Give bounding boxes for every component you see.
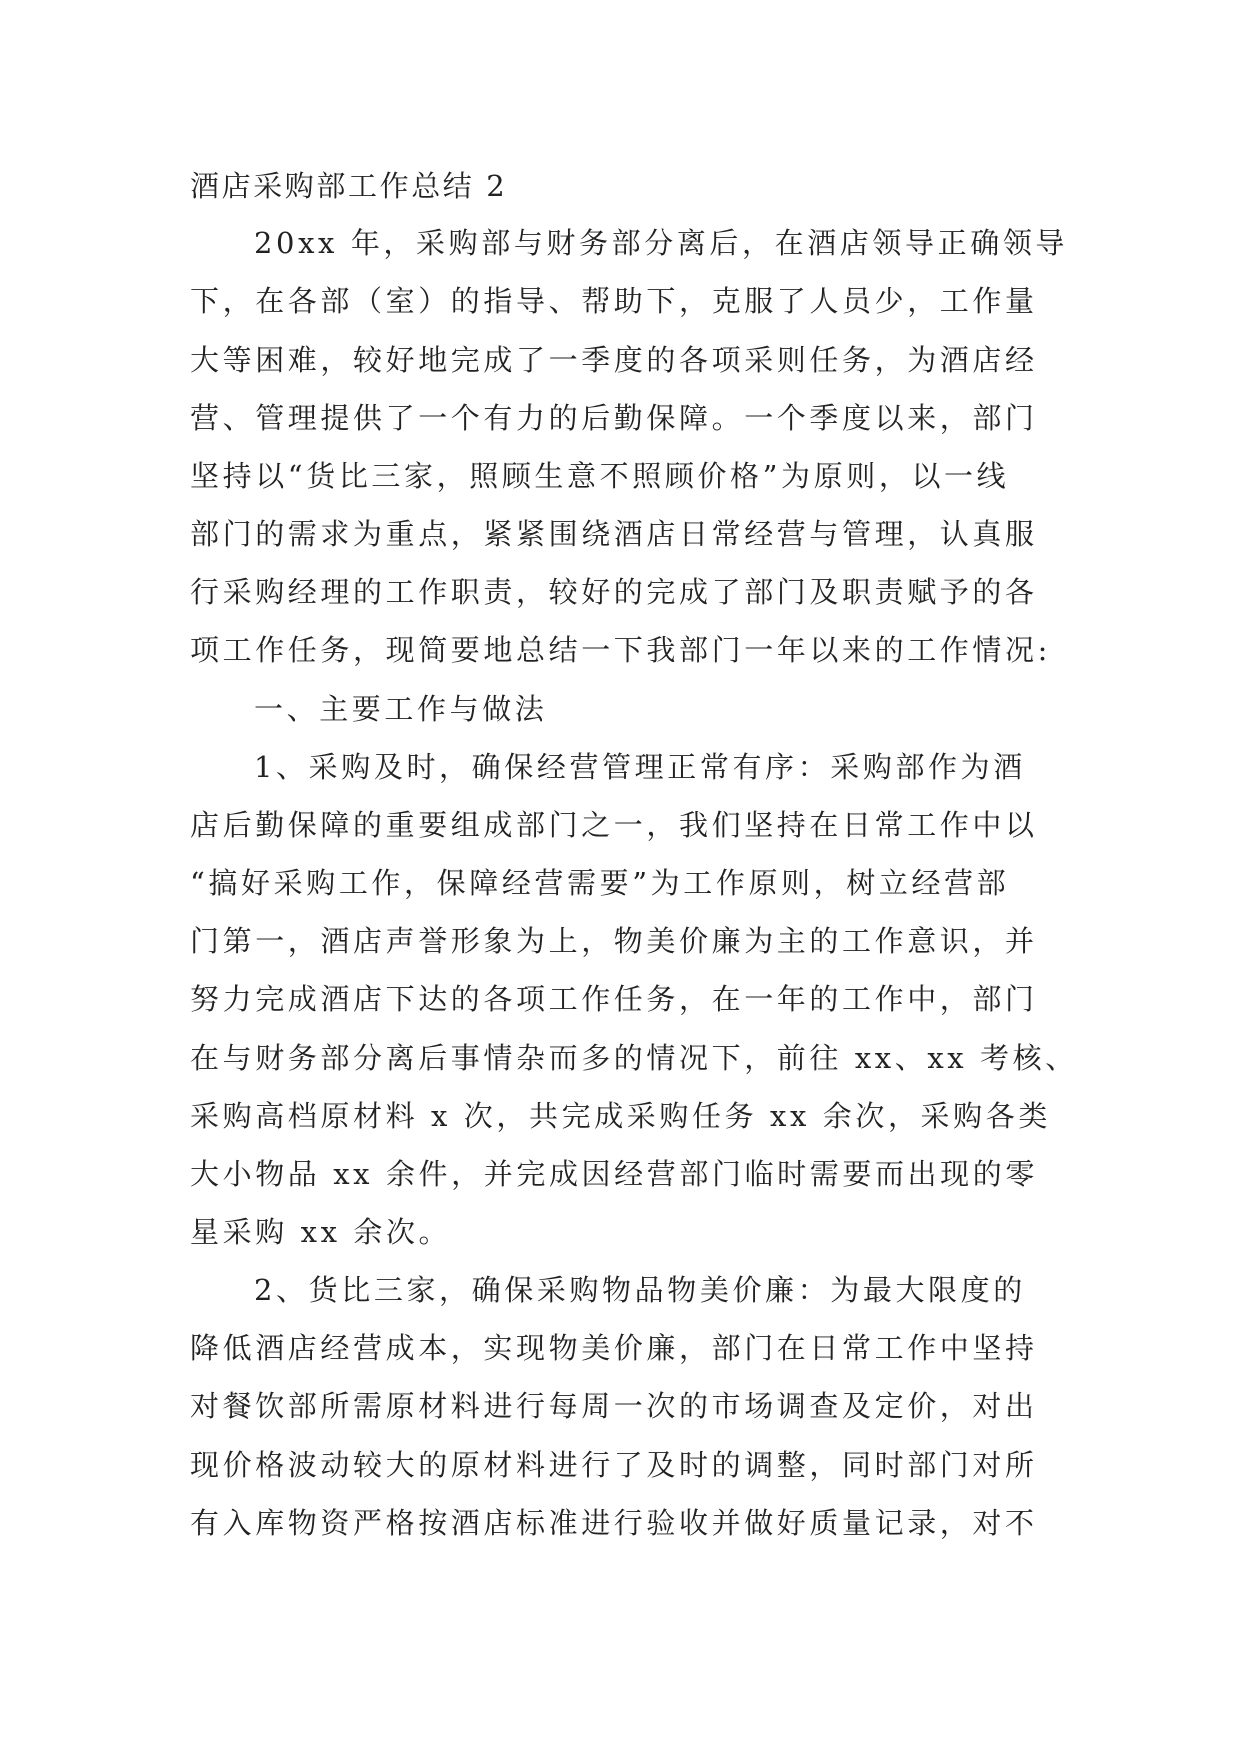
paragraph-line: 1、采购及时，确保经营管理正常有序：采购部作为酒: [254, 750, 1026, 784]
paragraph-line: 下，在各部（室）的指导、帮助下，克服了人员少，工作量: [190, 284, 1038, 318]
paragraph-line: 20xx 年，采购部与财务部分离后，在酒店领导正确领导: [254, 226, 1069, 260]
paragraph-line: 行采购经理的工作职责，较好的完成了部门及职责赋予的各: [190, 575, 1038, 609]
paragraph-line: 现价格波动较大的原材料进行了及时的调整，同时部门对所: [190, 1448, 1038, 1482]
paragraph-line: 大等困难，较好地完成了一季度的各项采则任务，为酒店经: [190, 343, 1038, 377]
paragraph-line: 大小物品 xx 余件，并完成因经营部门临时需要而出现的零: [190, 1157, 1038, 1191]
document-title: 酒店采购部工作总结 2: [190, 169, 508, 203]
section-heading: 一、主要工作与做法: [254, 692, 548, 726]
paragraph-line: 对餐饮部所需原材料进行每周一次的市场调查及定价，对出: [190, 1389, 1038, 1423]
paragraph-line: 营、管理提供了一个有力的后勤保障。一个季度以来，部门: [190, 401, 1038, 435]
paragraph-line: 坚持以“货比三家，照顾生意不照顾价格”为原则，以一线: [190, 459, 1010, 493]
paragraph-line: 部门的需求为重点，紧紧围绕酒店日常经营与管理，认真服: [190, 517, 1038, 551]
paragraph-line: “搞好采购工作，保障经营需要”为工作原则，树立经营部: [190, 866, 1010, 900]
paragraph-line: 降低酒店经营成本，实现物美价廉，部门在日常工作中坚持: [190, 1331, 1038, 1365]
paragraph-line: 门第一，酒店声誉形象为上，物美价廉为主的工作意识，并: [190, 924, 1038, 958]
paragraph-line: 2、货比三家，确保采购物品物美价廉：为最大限度的: [254, 1273, 1026, 1307]
paragraph-line: 有入库物资严格按酒店标准进行验收并做好质量记录，对不: [190, 1506, 1038, 1540]
paragraph-line: 店后勤保障的重要组成部门之一，我们坚持在日常工作中以: [190, 808, 1038, 842]
paragraph-line: 在与财务部分离后事情杂而多的情况下，前往 xx、xx 考核、: [190, 1041, 1078, 1075]
paragraph-line: 星采购 xx 余次。: [190, 1215, 452, 1249]
paragraph-line: 采购高档原材料 x 次，共完成采购任务 xx 余次，采购各类: [190, 1099, 1051, 1133]
paragraph-line: 项工作任务，现简要地总结一下我部门一年以来的工作情况:: [190, 633, 1051, 667]
paragraph-line: 努力完成酒店下达的各项工作任务，在一年的工作中，部门: [190, 982, 1038, 1016]
